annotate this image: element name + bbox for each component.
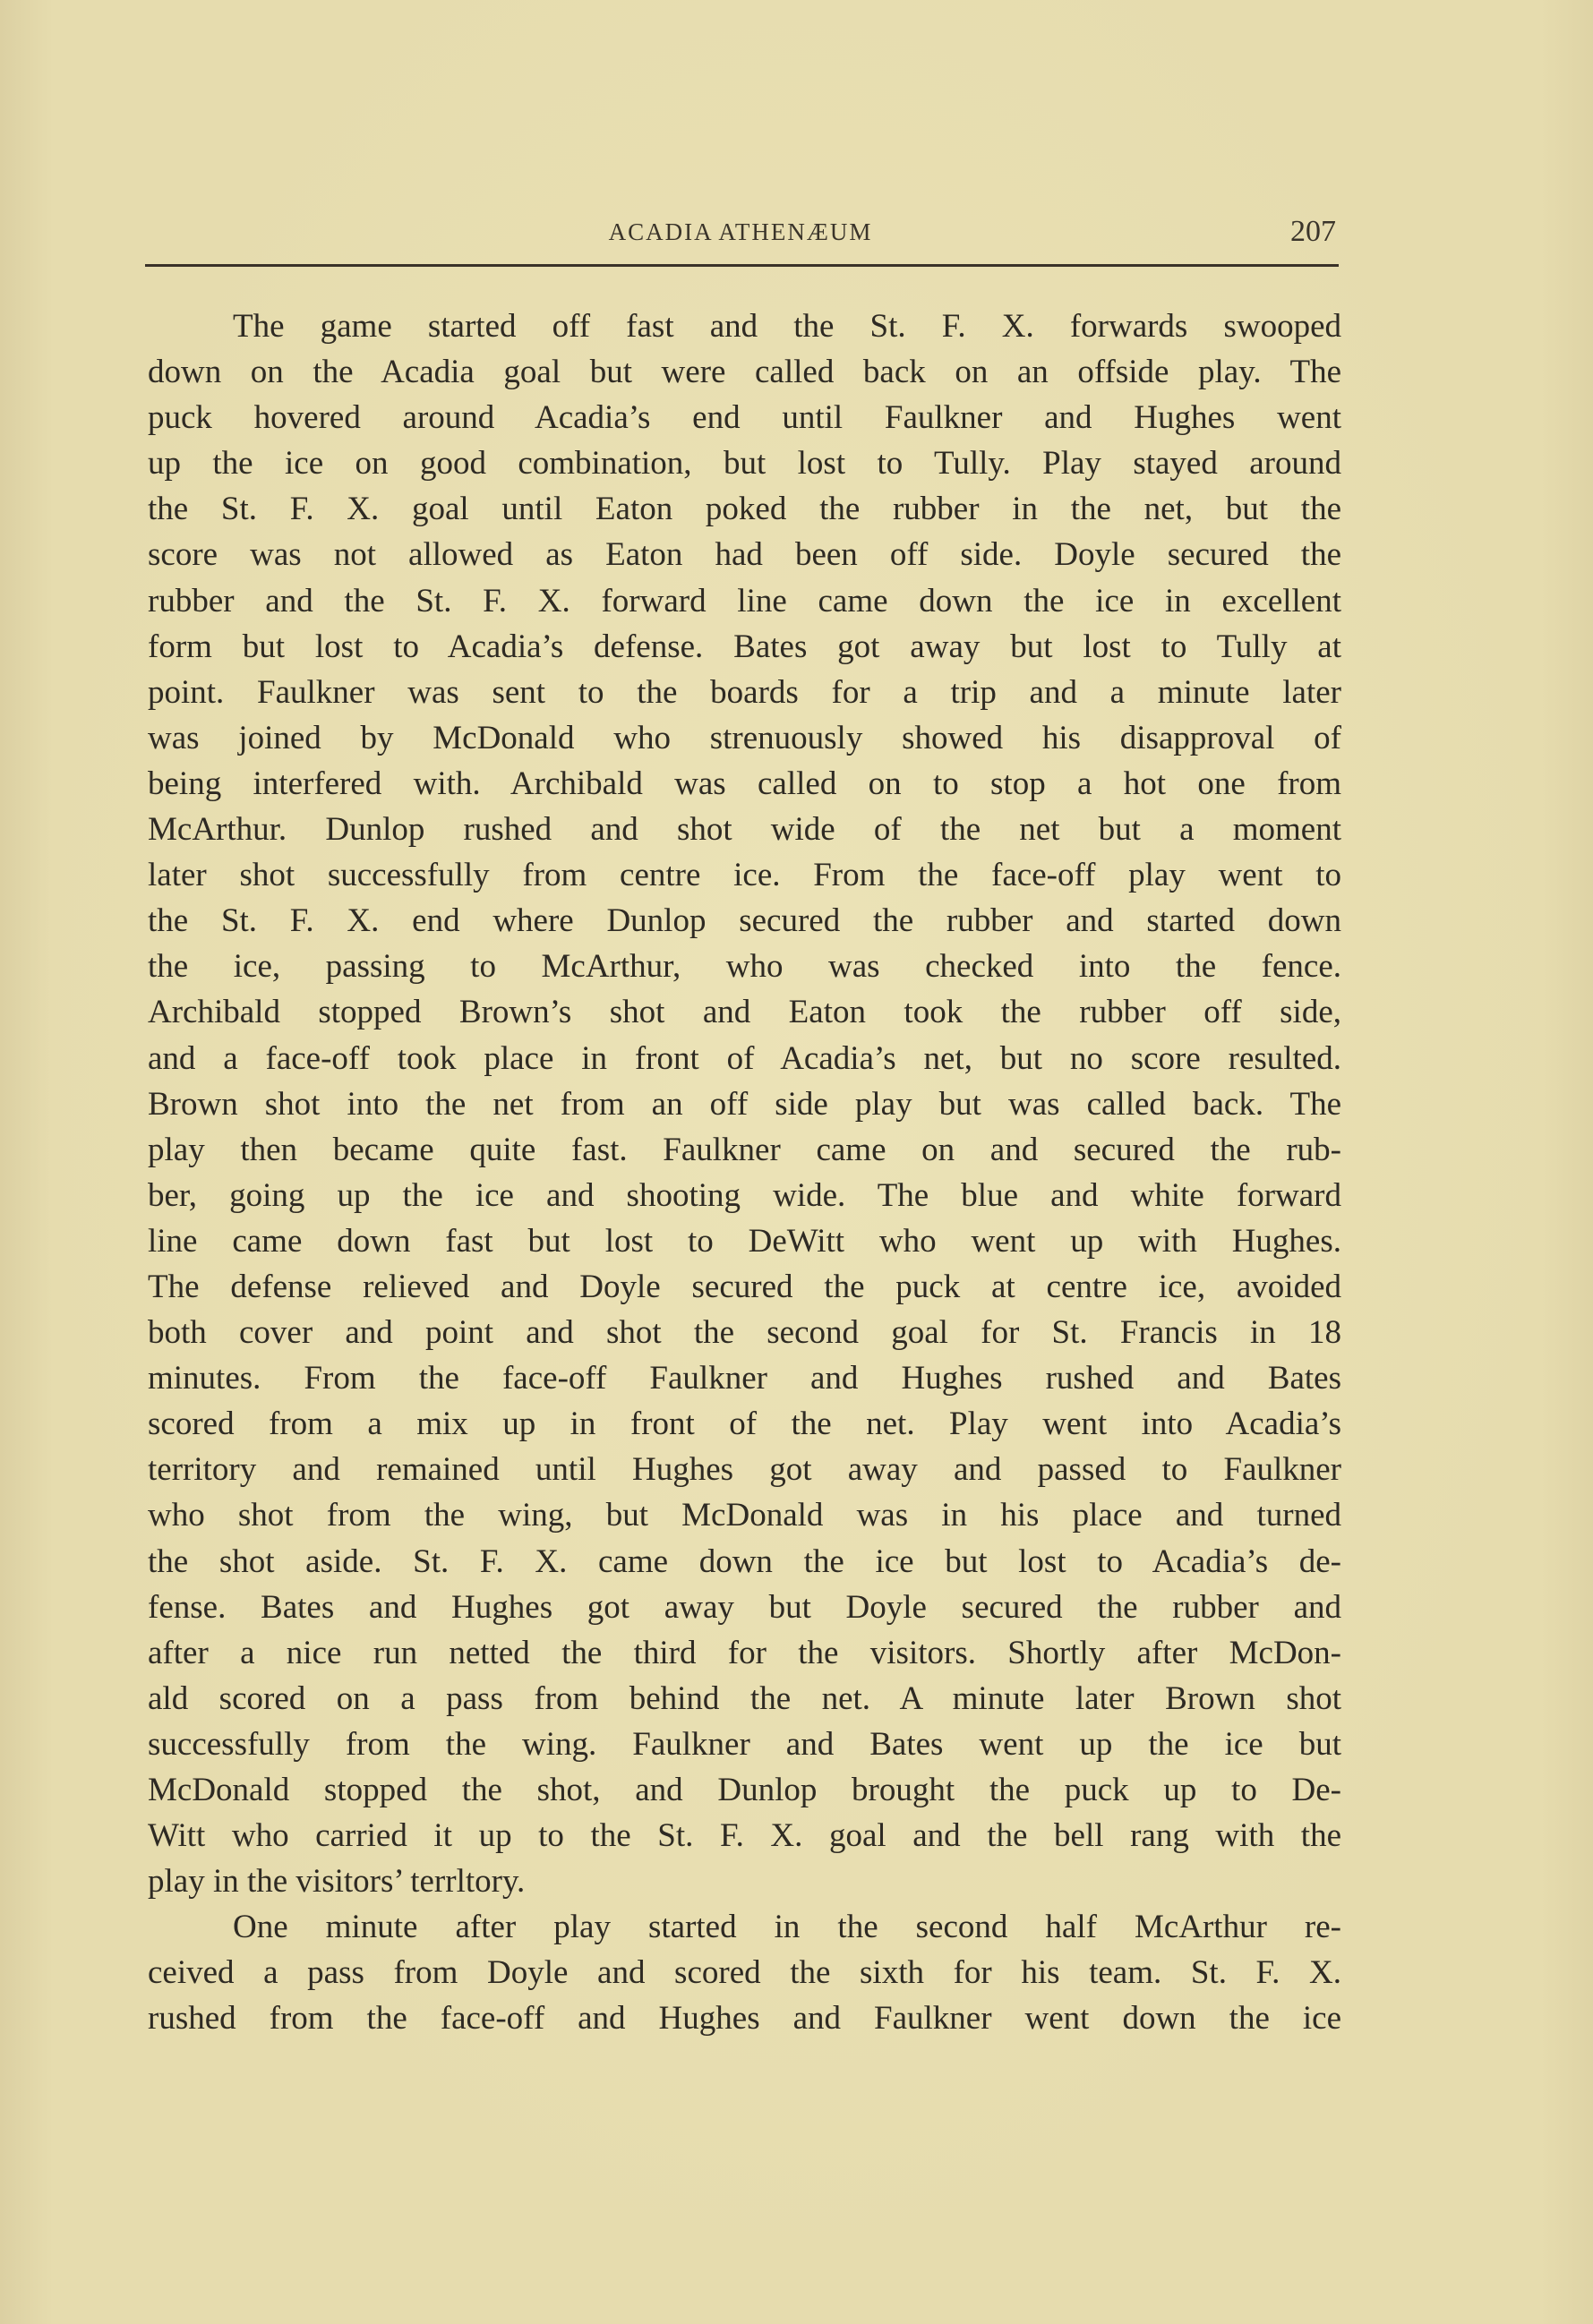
text-line: One minute after play started in the second half McArthur re-: [233, 1909, 1341, 1946]
text-line: territory and remained until Hughes got away and passed to Faulkner: [148, 1451, 1341, 1489]
text-line: both cover and point and shot the second goal for St. Francis in 18: [148, 1314, 1341, 1352]
text-line: minutes. From the face-off Faulkner and Hughes rushed and Bates: [148, 1360, 1341, 1397]
text-line: point. Faulkner was sent to the boards for a trip and a minute later: [148, 673, 1341, 711]
text-line: play in the visitors’ terrltory.: [148, 1863, 526, 1901]
text-line: The defense relieved and Doyle secured the puck at centre ice, avoided: [148, 1268, 1341, 1305]
text-line: ber, going up the ice and shooting wide. The blue and white forward: [148, 1176, 1341, 1214]
text-line: fense. Bates and Hughes got away but Doyle secured the rubber and: [148, 1588, 1341, 1626]
text-line: Archibald stopped Brown’s shot and Eaton took the rubber off side,: [148, 994, 1341, 1031]
text-line: the ice, passing to McArthur, who was checked into the fence.: [148, 948, 1341, 986]
text-line: the shot aside. St. F. X. came down the ice but lost to Acadia’s de-: [148, 1542, 1341, 1580]
text-line: who shot from the wing, but McDonald was in his place and turned: [148, 1497, 1341, 1534]
header-rule: [145, 264, 1339, 267]
article-body: [148, 303, 1341, 2042]
text-line: McArthur. Dunlop rushed and shot wide of the net but a moment: [148, 811, 1341, 849]
text-line: being interfered with. Archibald was called on to stop a hot one from: [148, 765, 1341, 802]
text-line: puck hovered around Acadia’s end until Faulkner and Hughes went: [148, 399, 1341, 437]
text-line: scored from a mix up in front of the net. Play went into Acadia’s: [148, 1406, 1341, 1443]
text-line: play then became quite fast. Faulkner came on and secured the rub-: [148, 1131, 1341, 1168]
text-line: was joined by McDonald who strenuously showed his disapproval of: [148, 719, 1341, 756]
text-line: rubber and the St. F. X. forward line came down the ice in excellent: [148, 582, 1341, 619]
text-line: ald scored on a pass from behind the net. A minute later Brown shot: [148, 1679, 1341, 1717]
text-line: successfully from the wing. Faulkner and Bates went up the ice but: [148, 1725, 1341, 1763]
text-line: McDonald stopped the shot, and Dunlop brought the puck up to De-: [148, 1772, 1341, 1808]
text-line: after a nice run netted the third for the visitors. Shortly after McDon-: [148, 1634, 1341, 1671]
text-line: ceived a pass from Doyle and scored the sixth for his team. St. F. X.: [148, 1954, 1341, 1992]
text-line: and a face-off took place in front of Acadia’s net, but no score resulted.: [148, 1039, 1341, 1077]
text-line: Brown shot into the net from an off side play but was called back. The: [148, 1085, 1341, 1123]
text-line: score was not allowed as Eaton had been off side. Doyle secured the: [148, 536, 1341, 574]
running-head: [145, 215, 1336, 254]
text-line: The game started off fast and the St. F. X. forwards swooped: [233, 308, 1341, 345]
running-title: ACADIA ATHENÆUM: [608, 218, 873, 245]
text-line: down on the Acadia goal but were called back on an offside play. The: [148, 354, 1341, 391]
text-line: form but lost to Acadia’s defense. Bates got away but lost to Tully at: [148, 628, 1341, 665]
page-number: 207: [1290, 215, 1336, 248]
text-line: the St. F. X. goal until Eaton poked the rubber in the net, but the: [148, 491, 1341, 528]
text-line: line came down fast but lost to DeWitt who went up with Hughes.: [148, 1222, 1341, 1260]
text-line: later shot successfully from centre ice. From the face-off play went to: [148, 857, 1341, 894]
text-line: the St. F. X. end where Dunlop secured the rubber and started down: [148, 902, 1341, 940]
text-line: up the ice on good combination, but lost to Tully. Play stayed around: [148, 445, 1341, 483]
text-line: Witt who carried it up to the St. F. X. goal and the bell rang with the: [148, 1817, 1341, 1855]
text-line: rushed from the face-off and Hughes and Faulkner went down the ice: [148, 2000, 1341, 2038]
